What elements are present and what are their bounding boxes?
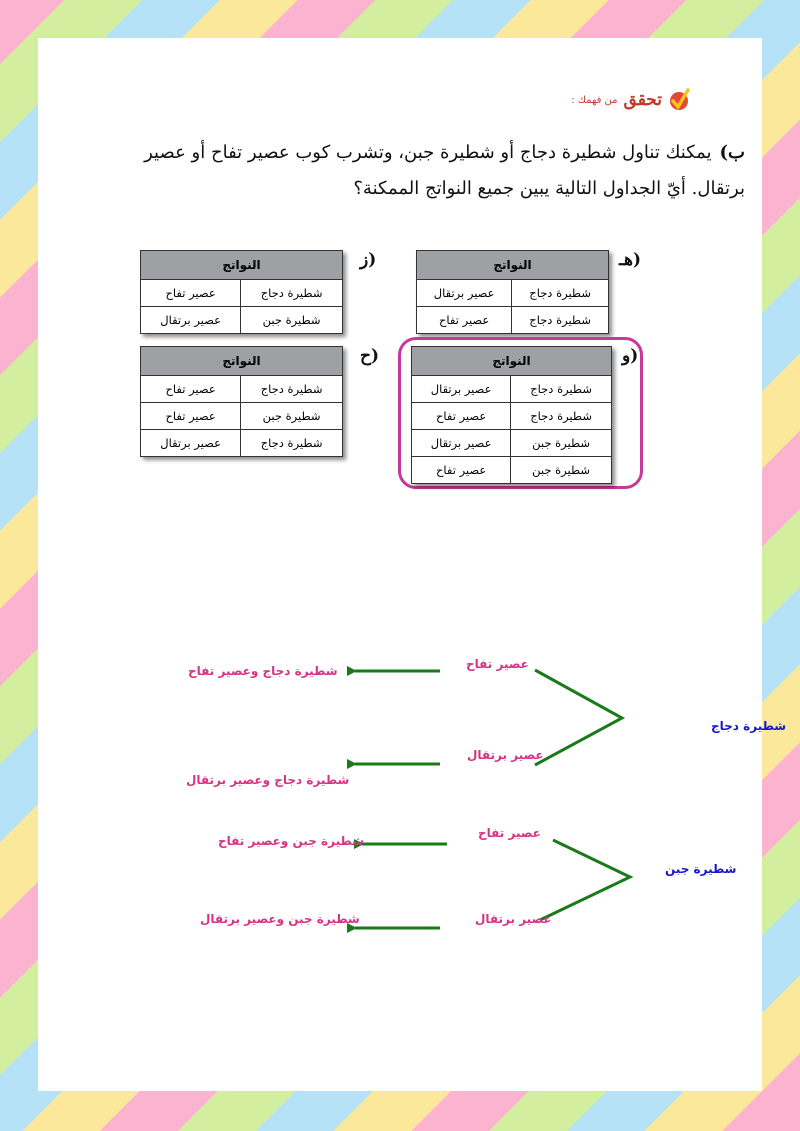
option-label-heh: هـ)	[619, 250, 641, 270]
option-label-hah: ح)	[360, 346, 380, 366]
table-cell: عصير تفاح	[412, 457, 511, 484]
tree-outcome: شطيرة دجاج وعصير تفاح	[188, 664, 338, 678]
option-label-zay: ز)	[360, 250, 377, 270]
table-cell: عصير برتقال	[412, 376, 511, 403]
table-header: النواتج	[141, 347, 343, 376]
tree-outcome: شطيرة جبن وعصير تفاح	[218, 834, 364, 848]
table-cell: شطيرة جبن	[511, 430, 612, 457]
tree-branch-orange: عصير برتقال	[467, 748, 544, 762]
header-title: تحقق	[623, 90, 662, 110]
table-header: النواتج	[417, 251, 609, 280]
table-cell: شطيرة جبن	[241, 307, 343, 334]
table-cell: عصير برتقال	[141, 307, 241, 334]
tree-branch-apple: عصير تفاح	[478, 826, 541, 840]
table-cell: شطيرة دجاج	[511, 403, 612, 430]
tree-branch-orange: عصير برتقال	[475, 912, 552, 926]
table-cell: شطيرة دجاج	[241, 376, 343, 403]
table-cell: عصير برتقال	[417, 280, 512, 307]
tree-root-cheese: شطيرة جبن	[665, 862, 737, 876]
table-cell: عصير تفاح	[417, 307, 512, 334]
table-header: النواتج	[141, 251, 343, 280]
table-cell: عصير تفاح	[412, 403, 511, 430]
table-cell: عصير تفاح	[141, 280, 241, 307]
branch-lines-chicken	[535, 670, 622, 765]
table-cell: شطيرة دجاج	[511, 376, 612, 403]
table-cell: عصير تفاح	[141, 376, 241, 403]
table-cell: شطيرة دجاج	[241, 430, 343, 457]
option-label-waw: و)	[622, 346, 639, 366]
table-cell: عصير برتقال	[141, 430, 241, 457]
table-cell: شطيرة دجاج	[241, 280, 343, 307]
tree-root-chicken: شطيرة دجاج	[711, 719, 787, 733]
table-cell: شطيرة جبن	[511, 457, 612, 484]
question-text: يمكنك تناول شطيرة دجاج أو شطيرة جبن، وتشرب كوب عصير تفاح أو عصير برتقال. أيّ الجداول التالية يبين جميع النواتج الممكنة؟	[144, 142, 745, 199]
table-cell: شطيرة دجاج	[512, 280, 609, 307]
table-cell: شطيرة جبن	[241, 403, 343, 430]
table-cell: عصير برتقال	[412, 430, 511, 457]
tree-outcome: شطيرة جبن وعصير برتقال	[200, 912, 360, 926]
header-subtitle: من فهمك :	[571, 94, 618, 106]
table-cell: شطيرة دجاج	[512, 307, 609, 334]
table-header: النواتج	[412, 347, 612, 376]
tree-outcome: شطيرة دجاج وعصير برتقال	[186, 773, 350, 787]
branch-lines-cheese	[540, 840, 630, 920]
tree-branch-apple: عصير تفاح	[466, 657, 529, 671]
question-letter: ب)	[719, 142, 745, 163]
table-cell: عصير تفاح	[141, 403, 241, 430]
